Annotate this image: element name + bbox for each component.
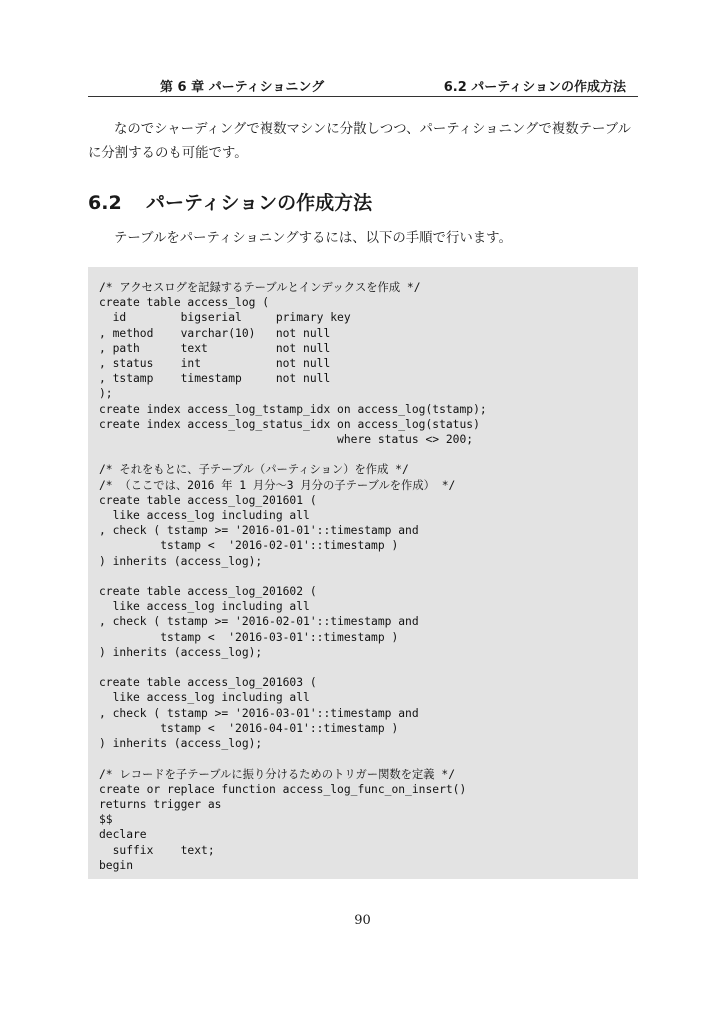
code-line: tstamp < '2016-02-01'::timestamp ) (99, 539, 399, 553)
code-line: , path text not null (99, 341, 331, 355)
code-line: like access_log including all (99, 509, 310, 523)
running-header (88, 74, 638, 97)
code-line: declare (99, 828, 147, 842)
code-line: , check ( tstamp >= '2016-01-01'::timestamp and (99, 524, 419, 538)
intro-paragraph (88, 118, 638, 166)
code-line: , status int not null (99, 357, 331, 371)
code-line: create table access_log ( (99, 296, 270, 310)
code-line: like access_log including all (99, 600, 310, 614)
page-number: 90 (354, 913, 371, 928)
section-paragraph: テーブルをパーティショニングするには、以下の手順で行います。 (114, 231, 512, 246)
code-line: /* （ここでは、2016 年 1 月分〜3 月分の子テーブルを作成） */ (99, 478, 456, 492)
code-line: returns trigger as (99, 797, 222, 811)
code-line: suffix text; (99, 843, 215, 857)
section-heading (88, 188, 372, 215)
code-line: where status <> 200; (99, 433, 474, 447)
code-line: $$ (99, 813, 113, 827)
section-number: 6.2 (88, 192, 122, 214)
code-line: begin (99, 858, 134, 872)
code-line: , check ( tstamp >= '2016-02-01'::timestamp and (99, 615, 419, 629)
code-line: , tstamp timestamp not null (99, 372, 331, 386)
code-listing (88, 267, 638, 879)
code-line: id bigserial primary key (99, 311, 351, 325)
header-chapter: 第 6 章 パーティショニング (160, 80, 325, 95)
code-line: ) inherits (access_log); (99, 645, 263, 659)
code-line: , method varchar(10) not null (99, 326, 331, 340)
code-line: ) inherits (access_log); (99, 554, 263, 568)
code-block (99, 280, 487, 873)
section-title: パーティションの作成方法 (146, 192, 373, 214)
code-line: , check ( tstamp >= '2016-03-01'::timestamp and (99, 706, 419, 720)
code-line: ); (99, 387, 113, 401)
code-line: create index access_log_tstamp_idx on access_log(tstamp); (99, 402, 487, 416)
code-line: create or replace function access_log_func_on_insert() (99, 782, 467, 796)
code-line: create table access_log_201602 ( (99, 585, 317, 599)
code-line: create table access_log_201603 ( (99, 676, 317, 690)
intro-line-1: なのでシャーディングで複数マシンに分散しつつ、パーティショニングで複数テーブル (114, 122, 631, 137)
intro-line-2: に分割するのも可能です。 (88, 146, 248, 161)
code-line: create table access_log_201601 ( (99, 493, 317, 507)
code-line: create index access_log_status_idx on access_log(status) (99, 417, 480, 431)
code-line: /* それをもとに、子テーブル（パーティション）を作成 */ (99, 463, 409, 477)
header-section: 6.2 パーティションの作成方法 (443, 80, 626, 95)
code-line: /* レコードを子テーブルに振り分けるためのトリガー関数を定義 */ (99, 767, 455, 781)
code-line: like access_log including all (99, 691, 310, 705)
code-line: ) inherits (access_log); (99, 737, 263, 751)
code-line: tstamp < '2016-04-01'::timestamp ) (99, 721, 399, 735)
code-line: tstamp < '2016-03-01'::timestamp ) (99, 630, 399, 644)
code-line: /* アクセスログを記録するテーブルとインデックスを作成 */ (99, 281, 421, 294)
